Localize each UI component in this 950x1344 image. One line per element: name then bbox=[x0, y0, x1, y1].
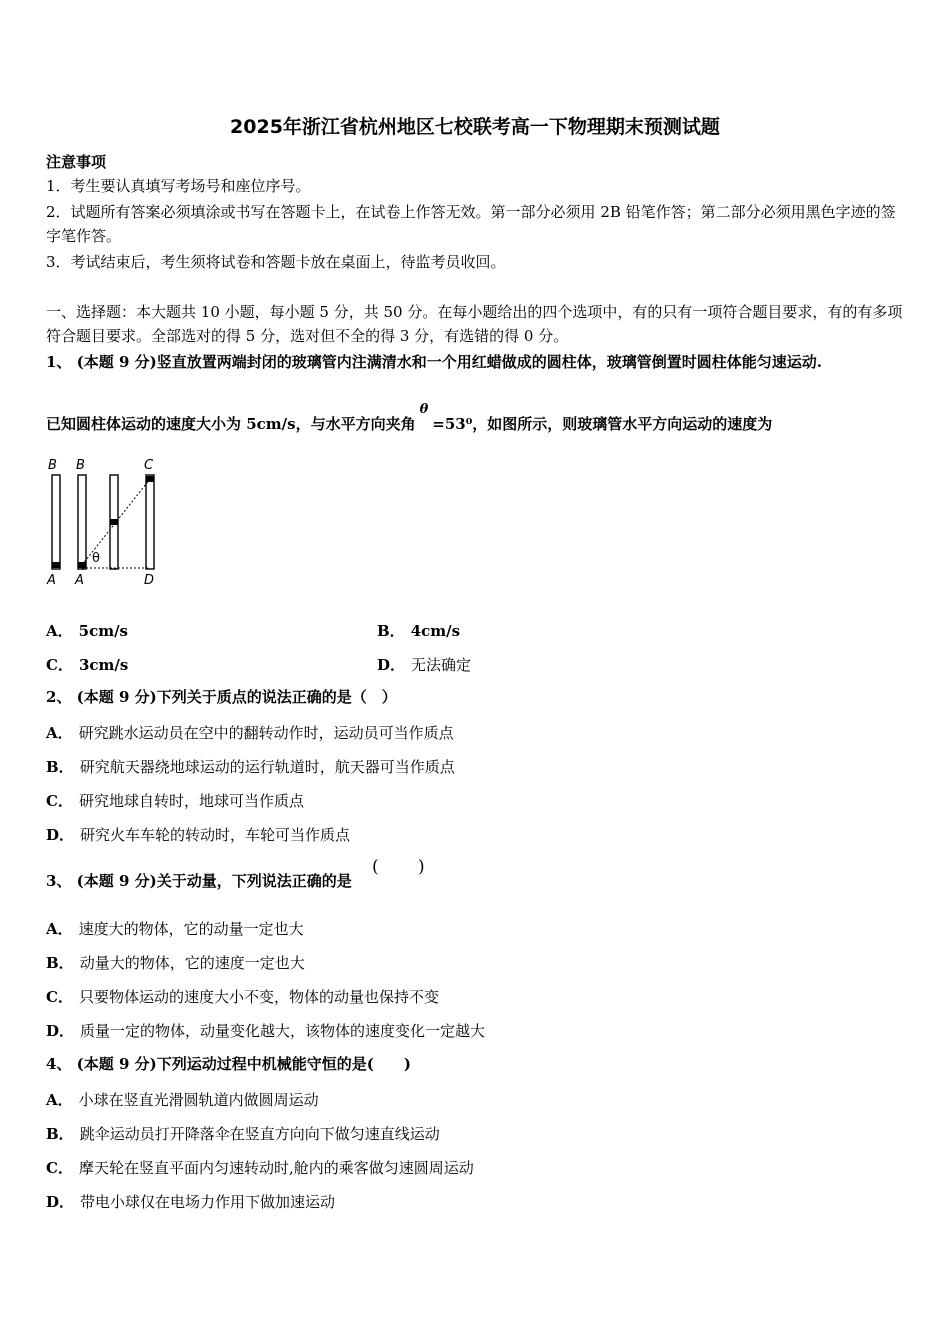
q3-stem: 3、 (本题 9 分)关于动量，下列说法正确的是 bbox=[46, 872, 352, 890]
q3-paren-close: ) bbox=[418, 857, 425, 877]
fig-label-theta: θ bbox=[92, 551, 100, 566]
q3-option-b[interactable]: B． 动量大的物体，它的速度一定也大 bbox=[46, 954, 305, 972]
fig-label-b2: B bbox=[76, 458, 85, 473]
notice-heading: 注意事项 bbox=[46, 153, 107, 171]
q2-stem: 2、 (本题 9 分)下列关于质点的说法正确的是（ ） bbox=[46, 688, 397, 706]
wax-block-3 bbox=[110, 519, 118, 525]
q2-option-c[interactable]: C． 研究地球自转时，地球可当作质点 bbox=[46, 792, 304, 810]
fig-label-a2: A bbox=[75, 573, 84, 588]
q1-stem-line1: 1、 (本题 9 分)竖直放置两端封闭的玻璃管内注满清水和一个用红蜡做成的圆柱体，玻璃管倒置时圆柱体能匀速运动. bbox=[46, 353, 822, 371]
notice-item-3: 3．考试结束后，考生须将试卷和答题卡放在桌面上，待监考员收回。 bbox=[46, 253, 506, 271]
q3-paren-open: ( bbox=[372, 857, 379, 877]
notice-item-2: 2．试题所有答案必须填涂或书写在答题卡上，在试卷上作答无效。第一部分必须用 2B 铅笔作答；第二部分必须用黑色字迹的签字笔作答。 bbox=[46, 203, 896, 245]
q1-stem-line2 bbox=[46, 402, 773, 438]
q4-option-d[interactable]: D． 带电小球仅在电场力作用下做加速运动 bbox=[46, 1193, 336, 1211]
fig-label-a1: A bbox=[47, 573, 56, 588]
tube-1 bbox=[52, 475, 60, 569]
fig-label-d: D bbox=[144, 573, 155, 588]
q1-stem-line2-b: =53⁰，如图所示，则玻璃管水平方向运动的速度为 bbox=[432, 415, 773, 433]
q2-option-d[interactable]: D． 研究火车车轮的转动时，车轮可当作质点 bbox=[46, 826, 351, 844]
notice-item-1: 1．考生要认真填写考场号和座位序号。 bbox=[46, 177, 311, 195]
q2-option-b[interactable]: B． 研究航天器绕地球运动的运行轨道时，航天器可当作质点 bbox=[46, 758, 455, 776]
q2-option-a[interactable]: A． 研究跳水运动员在空中的翻转动作时，运动员可当作质点 bbox=[46, 724, 454, 742]
q1-stem-line2-a: 已知圆柱体运动的速度大小为 5cm/s，与水平方向夹角 bbox=[46, 415, 416, 433]
section-intro: 一、选择题：本大题共 10 小题，每小题 5 分，共 50 分。在每小题给出的四个选项中，有的只有一项符合题目要求，有的有多项符合题目要求。全部选对的得 5 分，选对但不全的得 3 分，有选错的得 0 分。 bbox=[46, 303, 903, 345]
fig-label-b1: B bbox=[48, 458, 57, 473]
fig-label-c: C bbox=[144, 458, 154, 473]
tube-4 bbox=[146, 475, 154, 569]
q1-option-b[interactable]: B． 4cm/s bbox=[377, 622, 461, 640]
q4-option-b[interactable]: B． 跳伞运动员打开降落伞在竖直方向向下做匀速直线运动 bbox=[46, 1125, 440, 1143]
q1-option-d[interactable]: D． 无法确定 bbox=[377, 656, 472, 674]
q3-option-a[interactable]: A． 速度大的物体，它的动量一定也大 bbox=[46, 920, 304, 938]
tube-2 bbox=[78, 475, 86, 569]
wax-block-1 bbox=[52, 562, 60, 568]
q3-option-c[interactable]: C． 只要物体运动的速度大小不变，物体的动量也保持不变 bbox=[46, 988, 439, 1006]
q4-stem: 4、 (本题 9 分)下列运动过程中机械能守恒的是( ) bbox=[46, 1055, 411, 1073]
q1-option-c[interactable]: C． 3cm/s bbox=[46, 656, 129, 674]
q1-option-a[interactable]: A． 5cm/s bbox=[46, 622, 129, 640]
q4-option-c[interactable]: C． 摩天轮在竖直平面内匀速转动时,舱内的乘客做匀速圆周运动 bbox=[46, 1159, 474, 1177]
q3-option-d[interactable]: D． 质量一定的物体，动量变化越大，该物体的速度变化一定越大 bbox=[46, 1022, 486, 1040]
page-title: 2025年浙江省杭州地区七校联考高一下物理期末预测试题 bbox=[230, 116, 720, 138]
q4-option-a[interactable]: A． 小球在竖直光滑圆轨道内做圆周运动 bbox=[46, 1091, 319, 1109]
q1-tube-figure bbox=[42, 452, 172, 592]
theta-symbol: θ bbox=[419, 402, 429, 417]
